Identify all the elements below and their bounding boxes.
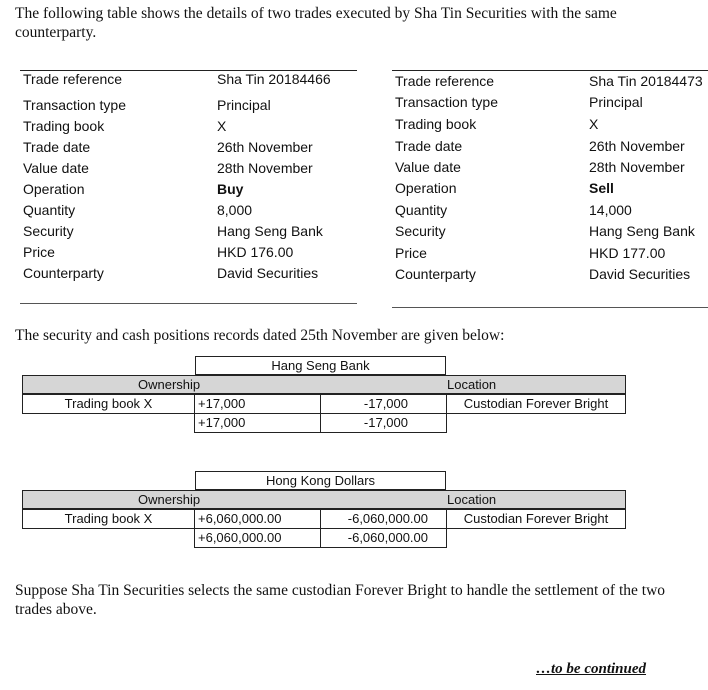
debit-cell: +6,060,000.00: [194, 509, 321, 529]
trade-field-value: Hang Seng Bank: [589, 223, 695, 239]
position-header-row: [22, 490, 626, 509]
total-debit-cell: +17,000: [194, 413, 321, 433]
trade-field-label: Security: [395, 223, 446, 239]
trade-field-value: 14,000: [589, 202, 632, 218]
trade-field-label: Price: [395, 245, 427, 261]
trade-field-label: Counterparty: [23, 265, 104, 281]
trade-field-label: Security: [23, 223, 74, 239]
intro-paragraph: The following table shows the details of two trades executed by Sha Tin Securities with the same counterparty.: [15, 5, 617, 41]
position-table-title: Hong Kong Dollars: [195, 471, 446, 490]
debit-cell: +17,000: [194, 394, 321, 414]
location-cell: Custodian Forever Bright: [446, 394, 626, 414]
trade-field-label: Value date: [395, 159, 461, 175]
trade-field-value: 26th November: [217, 139, 313, 155]
trade-field-value: X: [217, 118, 227, 134]
trade-field-label: Trade date: [395, 138, 463, 154]
trade-field-value: David Securities: [589, 266, 691, 282]
trade-field-value: Sha Tin 20184466: [217, 71, 331, 87]
closing-paragraph: Suppose Sha Tin Securities selects the same custodian Forever Bright to handle the settlement of the two trades above.: [15, 582, 666, 618]
trade-field-label: Trade reference: [395, 73, 495, 89]
trade-2-top-rule: [392, 70, 708, 71]
total-credit-cell: -6,060,000.00: [320, 528, 447, 548]
positions-intro: The security and cash positions records dated 25th November are given below:: [15, 327, 505, 344]
trade-field-label: Operation: [395, 180, 457, 196]
trade-field-label: Operation: [23, 181, 85, 197]
ownership-cell: Trading book X: [22, 394, 195, 414]
trade-field-value: Hang Seng Bank: [217, 223, 323, 239]
ownership-header: Ownership: [138, 377, 201, 392]
trade-field-value: Sha Tin 20184473: [589, 73, 703, 89]
trade-field-label: Value date: [23, 160, 89, 176]
trade-field-label: Transaction type: [23, 97, 126, 113]
location-header: Location: [447, 492, 497, 507]
ownership-header: Ownership: [138, 492, 201, 507]
trade-field-label: Trade date: [23, 139, 91, 155]
trade-field-value: David Securities: [217, 265, 319, 281]
position-table-title: Hang Seng Bank: [195, 356, 446, 375]
trade-field-label: Price: [23, 244, 55, 260]
trade-field-value: 28th November: [217, 160, 313, 176]
trade-field-value: Sell: [589, 180, 614, 196]
trade-field-label: Quantity: [23, 202, 76, 218]
ownership-cell: Trading book X: [22, 509, 195, 529]
trade-field-value: Principal: [217, 97, 271, 113]
total-debit-cell: +6,060,000.00: [194, 528, 321, 548]
total-credit-cell: -17,000: [320, 413, 447, 433]
trade-field-label: Quantity: [395, 202, 448, 218]
trade-field-label: Transaction type: [395, 94, 498, 110]
credit-cell: -6,060,000.00: [320, 509, 447, 529]
position-header-row: [22, 375, 626, 394]
location-header: Location: [447, 377, 497, 392]
continued-note: …to be continued: [536, 661, 647, 677]
trade-field-value: 8,000: [217, 202, 253, 218]
trade-field-label: Trading book: [23, 118, 105, 134]
location-cell: Custodian Forever Bright: [446, 509, 626, 529]
trade-field-label: Trading book: [395, 116, 477, 132]
trade-field-value: 28th November: [589, 159, 685, 175]
trade-field-value: Principal: [589, 94, 643, 110]
trade-field-value: Buy: [217, 181, 244, 197]
trade-field-label: Counterparty: [395, 266, 476, 282]
trade-field-value: HKD 176.00: [217, 244, 294, 260]
trade-field-value: 26th November: [589, 138, 685, 154]
credit-cell: -17,000: [320, 394, 447, 414]
trade-1-bottom-rule: [20, 303, 357, 304]
trade-2-bottom-rule: [392, 307, 708, 308]
trade-field-value: HKD 177.00: [589, 245, 666, 261]
trade-field-label: Trade reference: [23, 71, 123, 87]
trade-field-value: X: [589, 116, 599, 132]
